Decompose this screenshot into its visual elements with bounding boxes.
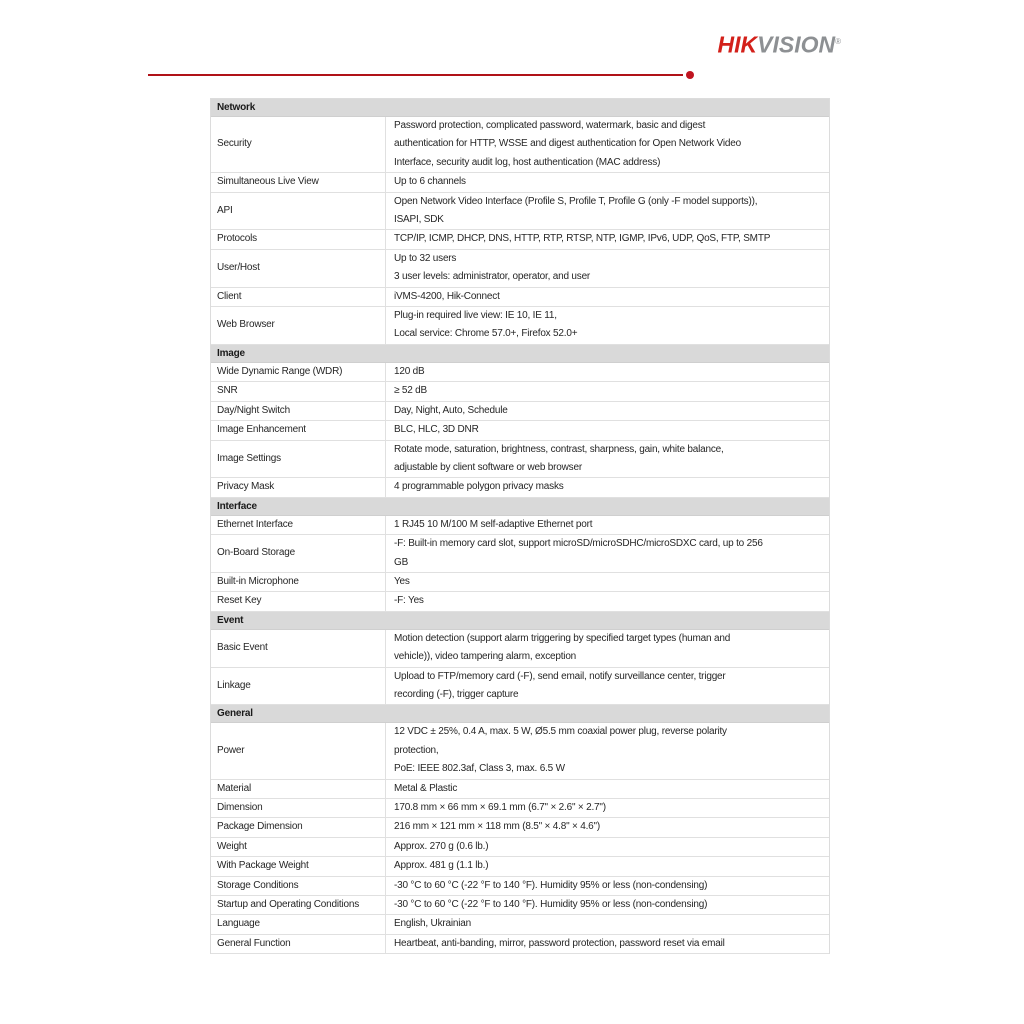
- spec-value-line: PoE: IEEE 802.3af, Class 3, max. 6.5 W: [394, 763, 565, 775]
- spec-row: [211, 441, 829, 479]
- spec-label-text: Linkage: [217, 679, 251, 691]
- spec-value: [386, 441, 829, 478]
- spec-value: [386, 896, 829, 914]
- spec-value-line: Heartbeat, anti-banding, mirror, password protection, password reset via email: [394, 937, 725, 949]
- spec-value-line: Motion detection (support alarm triggering by specified target types (human and: [394, 632, 731, 644]
- spec-value-line: Rotate mode, saturation, brightness, contrast, sharpness, gain, white balance,: [394, 443, 724, 455]
- spec-row: [211, 818, 829, 837]
- spec-label: [211, 799, 386, 817]
- spec-value-line: 216 mm × 121 mm × 118 mm (8.5" × 4.8" × 4.6"): [394, 821, 601, 833]
- spec-value: [386, 935, 829, 953]
- spec-row: [211, 288, 829, 307]
- spec-value: [386, 117, 829, 172]
- spec-label: [211, 592, 386, 610]
- spec-value: [386, 780, 829, 798]
- spec-value-line: Plug-in required live view: IE 10, IE 11,: [394, 310, 557, 322]
- spec-label-text: Weight: [217, 840, 247, 852]
- spec-label-text: Privacy Mask: [217, 481, 275, 493]
- spec-row: [211, 230, 829, 249]
- spec-value-line: -F: Yes: [394, 595, 424, 607]
- spec-label: [211, 363, 386, 381]
- spec-row: [211, 382, 829, 401]
- spec-label-text: With Package Weight: [217, 860, 309, 872]
- spec-label: [211, 117, 386, 172]
- spec-row: [211, 935, 829, 954]
- spec-value: [386, 799, 829, 817]
- spec-value: [386, 630, 829, 667]
- spec-value: [386, 193, 829, 230]
- spec-value: [386, 288, 829, 306]
- spec-label: [211, 382, 386, 400]
- spec-row: [211, 799, 829, 818]
- spec-label: [211, 307, 386, 344]
- spec-value-line: Yes: [394, 575, 410, 587]
- spec-label: [211, 877, 386, 895]
- spec-label-text: Wide Dynamic Range (WDR): [217, 365, 343, 377]
- spec-value-line: 120 dB: [394, 365, 425, 377]
- spec-label: [211, 896, 386, 914]
- spec-value-line: iVMS-4200, Hik-Connect: [394, 290, 500, 302]
- spec-label-text: Security: [217, 138, 252, 150]
- spec-row: [211, 307, 829, 345]
- section-header-image: Image: [211, 345, 829, 363]
- spec-value-line: GB: [394, 556, 409, 568]
- spec-label-text: General Function: [217, 937, 291, 949]
- spec-row: [211, 535, 829, 573]
- spec-value-line: English, Ukrainian: [394, 918, 471, 930]
- spec-value-line: recording (-F), trigger capture: [394, 688, 519, 700]
- spec-value: [386, 307, 829, 344]
- spec-label: [211, 421, 386, 439]
- logo-vision-text: VISION: [757, 31, 836, 58]
- registered-trademark-icon: ®: [835, 37, 841, 46]
- spec-label: [211, 573, 386, 591]
- spec-value-line: Approx. 270 g (0.6 lb.): [394, 840, 489, 852]
- spec-label: [211, 535, 386, 572]
- spec-label: [211, 857, 386, 875]
- spec-value-line: Up to 6 channels: [394, 176, 466, 188]
- spec-value-line: TCP/IP, ICMP, DHCP, DNS, HTTP, RTP, RTSP, NTP, IGMP, IPv6, UDP, QoS, FTP, SMTP: [394, 233, 771, 245]
- spec-label-text: Web Browser: [217, 319, 275, 331]
- spec-row: [211, 117, 829, 173]
- spec-value-line: 3 user levels: administrator, operator, and user: [394, 271, 591, 283]
- spec-label-text: Simultaneous Live View: [217, 176, 319, 188]
- spec-value-line: BLC, HLC, 3D DNR: [394, 424, 479, 436]
- spec-label-text: Material: [217, 782, 251, 794]
- spec-value: [386, 668, 829, 705]
- spec-value: [386, 363, 829, 381]
- section-header-event: Event: [211, 612, 829, 630]
- spec-value-line: adjustable by client software or web browser: [394, 461, 582, 473]
- spec-row: [211, 877, 829, 896]
- spec-value-line: Up to 32 users: [394, 252, 457, 264]
- spec-label-text: Reset Key: [217, 595, 262, 607]
- section-header-network: Network: [211, 99, 829, 117]
- spec-row: [211, 516, 829, 535]
- spec-label-text: Image Enhancement: [217, 424, 306, 436]
- spec-label-text: Basic Event: [217, 641, 268, 653]
- spec-value: [386, 250, 829, 287]
- spec-row: [211, 915, 829, 934]
- spec-label: [211, 818, 386, 836]
- spec-label-text: Language: [217, 918, 260, 930]
- spec-label-text: Package Dimension: [217, 821, 303, 833]
- spec-row: [211, 723, 829, 779]
- spec-value-line: Interface, security audit log, host authentication (MAC address): [394, 156, 661, 168]
- spec-value-line: 170.8 mm × 66 mm × 69.1 mm (6.7" × 2.6" × 2.7"): [394, 802, 606, 813]
- spec-value: [386, 230, 829, 248]
- section-header-interface: Interface: [211, 498, 829, 516]
- spec-label: [211, 288, 386, 306]
- spec-row: [211, 173, 829, 192]
- spec-value-line: 1 RJ45 10 M/100 M self-adaptive Ethernet port: [394, 518, 593, 530]
- section-header-general: General: [211, 705, 829, 723]
- spec-value-line: Upload to FTP/memory card (-F), send email, notify surveillance center, trigger: [394, 670, 726, 682]
- spec-label-text: Built-in Microphone: [217, 575, 299, 587]
- spec-row: [211, 780, 829, 799]
- spec-row: [211, 630, 829, 668]
- spec-value-line: protection,: [394, 744, 439, 756]
- spec-row: [211, 668, 829, 706]
- spec-value: [386, 915, 829, 933]
- spec-value: [386, 877, 829, 895]
- spec-value-line: ISAPI, SDK: [394, 214, 444, 226]
- spec-value-line: Metal & Plastic: [394, 782, 458, 794]
- spec-row: [211, 193, 829, 231]
- spec-label: [211, 441, 386, 478]
- spec-value: [386, 516, 829, 534]
- spec-value: [386, 573, 829, 591]
- spec-label-text: Ethernet Interface: [217, 518, 293, 530]
- spec-value: [386, 723, 829, 778]
- spec-label: [211, 780, 386, 798]
- spec-row: [211, 573, 829, 592]
- spec-label: [211, 723, 386, 778]
- spec-value: [386, 535, 829, 572]
- spec-label: [211, 668, 386, 705]
- spec-label: [211, 935, 386, 953]
- spec-value: [386, 421, 829, 439]
- spec-label: [211, 915, 386, 933]
- spec-label-text: API: [217, 204, 233, 216]
- spec-value-line: Day, Night, Auto, Schedule: [394, 404, 508, 416]
- spec-label: [211, 193, 386, 230]
- spec-row: [211, 421, 829, 440]
- spec-value: [386, 838, 829, 856]
- spec-label-text: Dimension: [217, 802, 263, 813]
- spec-value-line: Password protection, complicated password, watermark, basic and digest: [394, 120, 706, 131]
- specification-table: [210, 98, 830, 954]
- spec-row: [211, 250, 829, 288]
- spec-label: [211, 250, 386, 287]
- spec-row: [211, 592, 829, 611]
- spec-label-text: Client: [217, 290, 242, 302]
- spec-row: [211, 363, 829, 382]
- spec-label-text: SNR: [217, 385, 238, 397]
- spec-value: [386, 592, 829, 610]
- spec-value-line: -30 °C to 60 °C (-22 °F to 140 °F). Humidity 95% or less (non-condensing): [394, 899, 708, 911]
- spec-value: [386, 857, 829, 875]
- spec-value: [386, 382, 829, 400]
- spec-label: [211, 516, 386, 534]
- spec-label: [211, 402, 386, 420]
- spec-label: [211, 478, 386, 496]
- spec-row: [211, 402, 829, 421]
- spec-value-line: Open Network Video Interface (Profile S, Profile T, Profile G (only -F model supports)),: [394, 195, 758, 207]
- spec-value-line: 12 VDC ± 25%, 0.4 A, max. 5 W, Ø5.5 mm coaxial power plug, reverse polarity: [394, 726, 727, 738]
- spec-label-text: Image Settings: [217, 452, 281, 464]
- hikvision-logo: [718, 29, 842, 58]
- spec-value-line: ≥ 52 dB: [394, 385, 427, 397]
- spec-value-line: vehicle)), video tampering alarm, exception: [394, 651, 577, 663]
- spec-label: [211, 630, 386, 667]
- spec-row: [211, 478, 829, 497]
- spec-label-text: User/Host: [217, 262, 260, 274]
- header-rule-dot-icon: [686, 71, 694, 79]
- spec-value-line: Local service: Chrome 57.0+, Firefox 52.0+: [394, 328, 578, 340]
- spec-row: [211, 896, 829, 915]
- spec-label-text: Protocols: [217, 233, 257, 245]
- logo-hik-text: HIK: [717, 31, 758, 58]
- spec-row: [211, 857, 829, 876]
- spec-label-text: Storage Conditions: [217, 879, 299, 891]
- spec-value: [386, 478, 829, 496]
- spec-value-line: 4 programmable polygon privacy masks: [394, 481, 564, 493]
- spec-value-line: authentication for HTTP, WSSE and digest authentication for Open Network Video: [394, 138, 742, 150]
- spec-row: [211, 838, 829, 857]
- spec-label-text: On-Board Storage: [217, 547, 295, 559]
- spec-label-text: Power: [217, 744, 245, 756]
- spec-label-text: Startup and Operating Conditions: [217, 899, 360, 911]
- spec-value-line: Approx. 481 g (1.1 lb.): [394, 860, 489, 872]
- spec-label: [211, 838, 386, 856]
- spec-value-line: -F: Built-in memory card slot, support microSD/microSDHC/microSDXC card, up to 256: [394, 538, 763, 550]
- spec-label: [211, 230, 386, 248]
- spec-value-line: -30 °C to 60 °C (-22 °F to 140 °F). Humidity 95% or less (non-condensing): [394, 879, 708, 891]
- header-rule: [148, 74, 683, 76]
- spec-label-text: Day/Night Switch: [217, 404, 290, 416]
- spec-label: [211, 173, 386, 191]
- spec-value: [386, 173, 829, 191]
- spec-value: [386, 402, 829, 420]
- spec-value: [386, 818, 829, 836]
